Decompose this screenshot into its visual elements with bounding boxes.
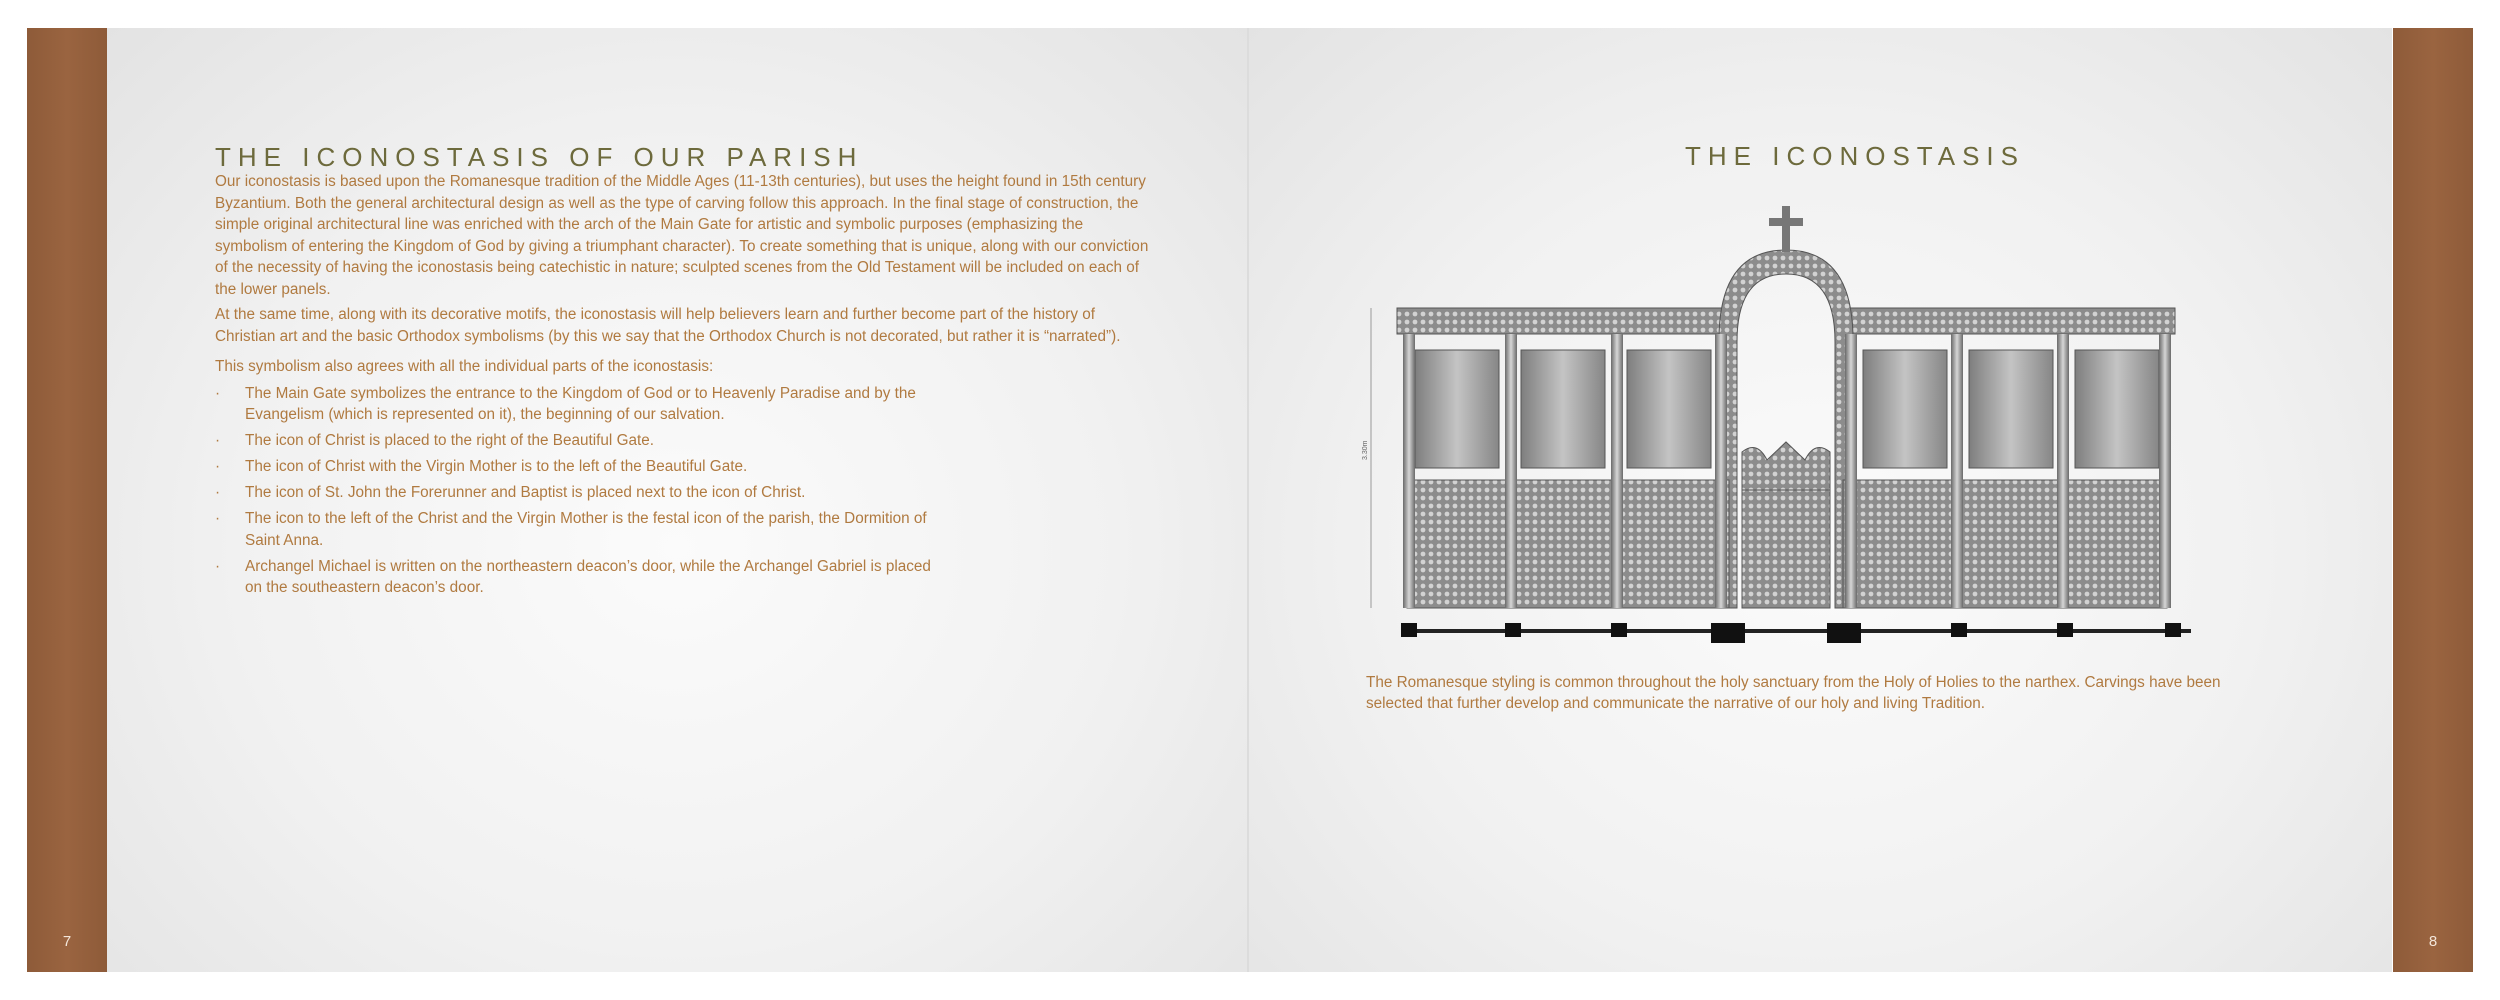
drawing-caption: The Romanesque styling is common throughout the holy sanctuary from the Holy of Holies to the narthex. Carvings have been selected that further develop and communicate the narrative of our holy and living Tradition.	[1366, 674, 2221, 712]
list-item: · The icon to the left of the Christ and the Virgin Mother is the festal icon of the parish, the Dormition of Saint Anna.	[215, 510, 927, 549]
left-page-band	[27, 28, 107, 972]
floor-plan-strip	[1401, 623, 2191, 643]
iconostasis-drawing	[1347, 190, 2227, 685]
list-item: · The icon of St. John the Forerunner and Baptist is placed next to the icon of Christ.	[215, 484, 806, 501]
left-cornice	[1397, 308, 1733, 334]
page-number-right: 8	[2428, 933, 2438, 950]
page-number-left: 7	[62, 933, 72, 950]
page-title-right: THE ICONOSTASIS	[1685, 141, 2025, 171]
paragraph-3: This symbolism also agrees with all the individual parts of the iconostasis:	[215, 358, 714, 375]
list-item: · The Main Gate symbolizes the entrance to the Kingdom of God or to Heavenly Paradise and by the Evangelism (which is represented on it), the beginning of our salvation.	[215, 384, 916, 423]
left-page	[107, 28, 1247, 972]
page-title-left: THE ICONOSTASIS OF OUR PARISH	[215, 142, 864, 172]
gate-crest	[1742, 442, 1830, 490]
left-body	[215, 171, 1149, 603]
paragraph-1: Our iconostasis is based upon the Romanesque tradition of the Middle Ages (11-13th centuries), but uses the height found in 15th century Byzantium. Both the general architectural design as well as the type of carving follow this approach. In the final stage of construction, the simple original architectural line was enriched with the arch of the Main Gate for artistic and symbolic purposes (emphasizing the symbolism of entering the Kingdom of God by giving a triumphant character). To create something that is unique, along with our conviction of the necessity of having the iconostasis being catechistic in nature; sculpted scenes from the Old Testament will be included on each of the lower panels.	[215, 173, 1149, 298]
cross-icon	[1769, 206, 1803, 252]
list-item: · The icon of Christ is placed to the right of the Beautiful Gate.	[215, 432, 654, 449]
symbolism-list	[215, 383, 935, 599]
right-page-band	[2393, 28, 2473, 972]
list-item: · Archangel Michael is written on the northeastern deacon’s door, while the Archangel Gabriel is placed on the southeastern deacon’s door.	[215, 557, 931, 596]
height-label: 3.30m	[1362, 440, 1369, 460]
right-cornice	[1839, 308, 2175, 334]
lower-carved-panels	[1407, 480, 2167, 608]
paragraph-2: At the same time, along with its decorative motifs, the iconostasis will help believers learn and further become part of the history of Christian art and the basic Orthodox symbolisms (by this we say that the Orthodox Church is not decorated, but rather it is “narrated”).	[215, 306, 1121, 345]
list-item: · The icon of Christ with the Virgin Mother is to the left of the Beautiful Gate.	[215, 458, 748, 475]
